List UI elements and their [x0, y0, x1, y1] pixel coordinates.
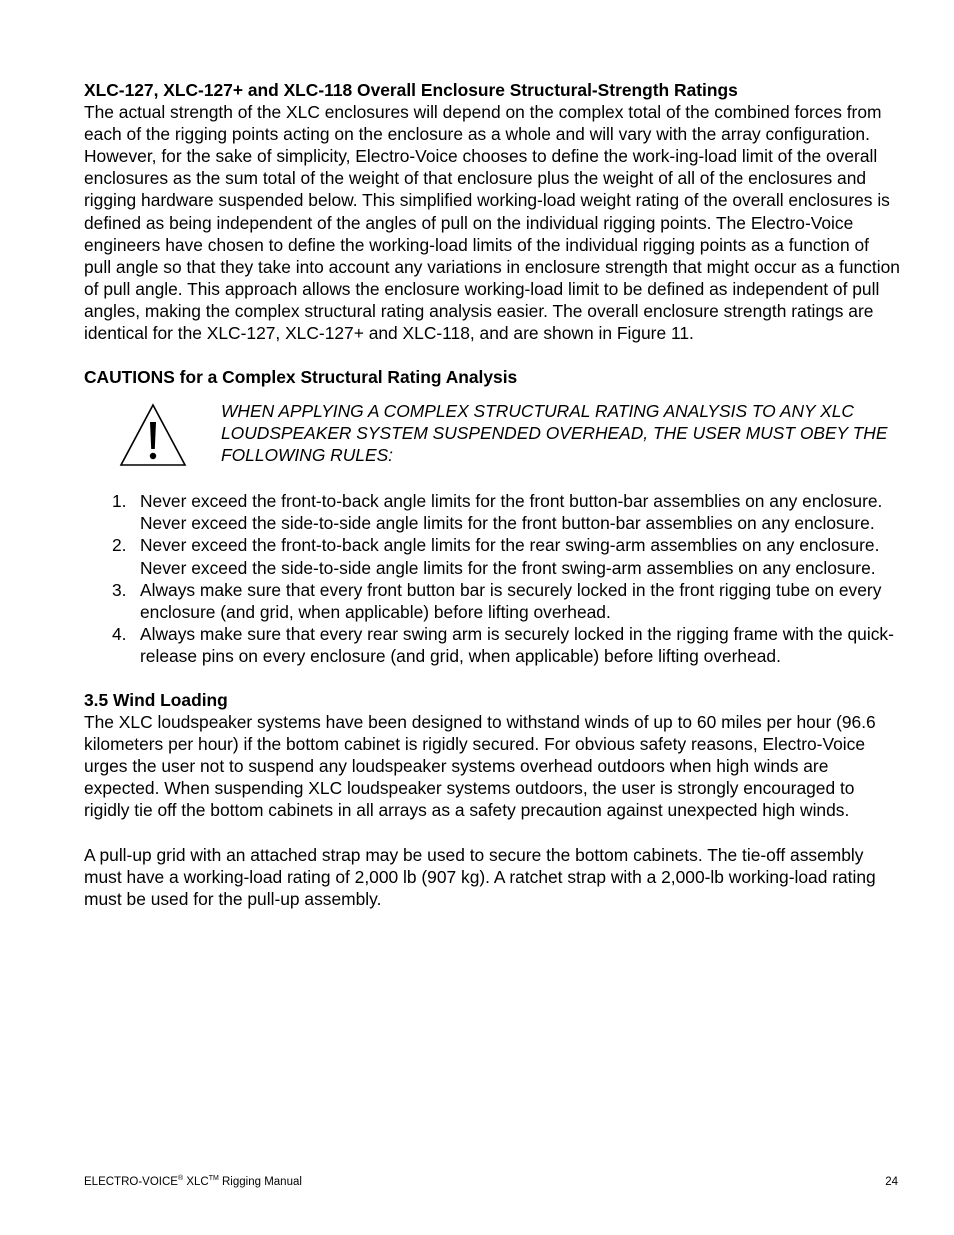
- footer-brand: ELECTRO-VOICE: [84, 1176, 178, 1188]
- list-item-text: Always make sure that every rear swing arm is securely locked in the rigging frame with the quick-release pins on every enclosure (and grid, when applicable) before lifting overhead.: [140, 623, 894, 666]
- list-item: [84, 623, 900, 667]
- footer-product: XLC: [186, 1176, 209, 1188]
- list-item-number: 1.: [112, 491, 127, 512]
- footer-product-mark: TM: [208, 1175, 219, 1183]
- warning-triangle-icon: [118, 402, 188, 468]
- list-item: [84, 579, 900, 623]
- list-item-text: Never exceed the front-to-back angle limits for the front button-bar assemblies on any enclosure. Never exceed the side-to-side angle limits for the front button-bar assemblies on any enclosure.: [140, 491, 883, 534]
- list-item-number: 4.: [112, 623, 127, 644]
- list-item-text: Never exceed the front-to-back angle limits for the rear swing-arm assemblies on any enclosure. Never exceed the side-to-side angle limits for the front swing-arm assemblies on any enclosure.: [140, 535, 880, 578]
- list-item-text: Always make sure that every front button bar is securely locked in the front rigging tube on every enclosure (and grid, when applicable) before lifting overhead.: [140, 579, 882, 622]
- section-heading-cautions: CAUTIONS for a Complex Structural Rating Analysis: [84, 367, 518, 388]
- section-heading-wind-loading: 3.5 Wind Loading: [84, 689, 228, 710]
- caution-warning-text: WHEN APPLYING A COMPLEX STRUCTURAL RATING ANALYSIS TO ANY XLC LOUDSPEAKER SYSTEM SUSPENDED OVERHEAD, THE USER MUST OBEY THE FOLLOWING RULES:: [221, 401, 888, 466]
- list-item-number: 3.: [112, 579, 127, 600]
- list-item-number: 2.: [112, 535, 127, 556]
- paragraph-wind-loading-2: A pull-up grid with an attached strap may be used to secure the bottom cabinets. The tie-off assembly must have a working-load rating of 2,000 lb (907 kg). A ratchet strap with a 2,000-lb working-load rating must be used for the pull-up assembly.: [84, 844, 876, 909]
- footer-brand-mark: ®: [177, 1175, 184, 1183]
- paragraph-wind-loading-1: The XLC loudspeaker systems have been designed to withstand winds of up to 60 miles per hour (96.6 kilometers per hour) if the bottom cabinet is rigidly secured. For obvious safety reasons, Electro-Voice urges the user not to suspend any loudspeaker systems overhead outdoors when high winds are expected. When suspending XLC loudspeaker systems outdoors, the user is strongly encouraged to rigidly tie off the bottom cabinets in all arrays as a safety precaution against unexpected high winds.: [84, 712, 876, 821]
- rules-list: [84, 490, 900, 667]
- page-number: 24: [885, 1176, 898, 1188]
- page-footer: [84, 1175, 898, 1189]
- list-item: [84, 490, 900, 534]
- caution-block: [118, 400, 900, 468]
- paragraph-enclosure-ratings: The actual strength of the XLC enclosures will depend on the complex total of the combined forces from each of the rigging points acting on the enclosure as a whole and will vary with the array configuration. However, for the sake of simplicity, Electro-Voice chooses to define the work-ing-load limit of the overall enclosures as the sum total of the weight of that enclosure plus the weight of all of the enclosures and rigging hardware suspended below. This simplified working-load weight rating of the overall enclosures is defined as being independent of the angles of pull on the individual rigging points. The Electro-Voice engineers have chosen to define the working-load limits of the individual rigging points as a function of pull angle so that they take into account any variations in enclosure strength that might occur as a function of pull angle. This approach allows the enclosure working-load limit to be defined as independent of pull angles, making the complex structural rating analysis easier. The overall enclosure strength ratings are identical for the XLC-127, XLC-127+ and XLC-118, and are shown in Figure 11.: [84, 102, 900, 344]
- list-item: [84, 534, 900, 578]
- footer-manual: Rigging Manual: [222, 1176, 302, 1188]
- page-content: [84, 79, 900, 910]
- section-heading-enclosure-ratings: XLC-127, XLC-127+ and XLC-118 Overall Enclosure Structural-Strength Ratings: [84, 80, 738, 100]
- footer-title: [84, 1175, 302, 1189]
